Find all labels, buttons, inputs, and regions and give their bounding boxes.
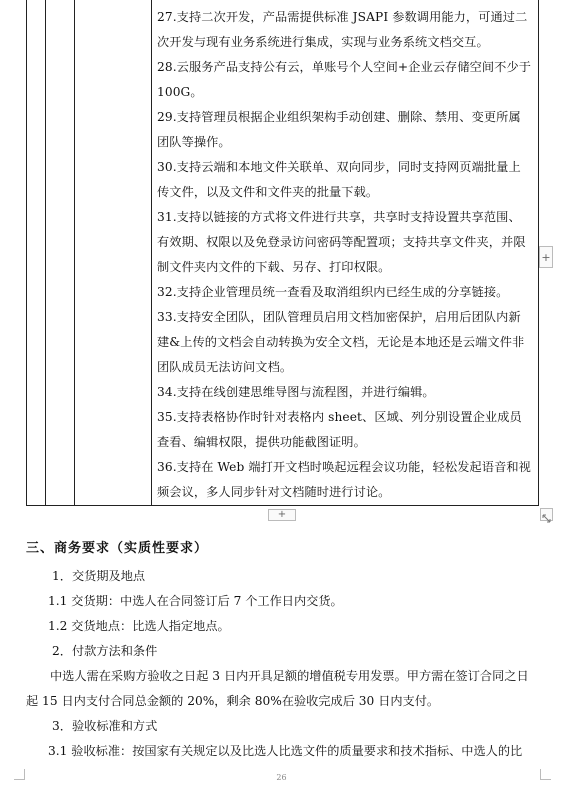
requirement-item: 35.支持表格协作时针对表格内 sheet、区域、列分别设置企业成员查看、编辑权限，提供功能截图证明。 <box>157 410 522 449</box>
add-row-button[interactable] <box>268 509 296 521</box>
paragraph: 3.1 验收标准：按国家有关规定以及比选人比选文件的质量要求和技术指标、中选人的比 <box>48 744 523 758</box>
table-column-divider <box>74 0 75 505</box>
page-number: 26 <box>276 773 287 782</box>
requirement-item: 30.支持云端和本地文件关联单、双向同步，同时支持网页端批量上传文件，以及文件和文件夹的批量下载。 <box>157 160 521 199</box>
plus-icon: + <box>277 509 287 520</box>
table-column-divider <box>45 0 46 505</box>
table-resize-handle[interactable] <box>540 508 553 521</box>
table-column-divider <box>151 0 152 505</box>
requirement-item: 29.支持管理员根据企业组织架构手动创建、删除、禁用、变更所属团队等操作。 <box>157 110 521 149</box>
requirement-item: 28.云服务产品支持公有云，单账号个人空间+企业云存储空间不少于100G。 <box>157 60 532 99</box>
add-column-button[interactable] <box>539 246 553 268</box>
requirement-item: 36.支持在 Web 端打开文档时唤起远程会议功能，轻松发起语音和视频会议，多人同步针对文档随时进行讨论。 <box>157 460 531 499</box>
requirement-item: 31.支持以链接的方式将文件进行共享，共享时支持设置共享范围、有效期、权限以及免登录访问密码等配置项；支持共享文件夹，并限制文件夹内文件的下载、另存、打印权限。 <box>157 210 526 274</box>
requirement-item: 34.支持在线创建思维导图与流程图，并进行编辑。 <box>157 385 435 399</box>
paragraph: 2．付款方法和条件 <box>52 644 158 658</box>
section-heading: 三、商务要求（实质性要求） <box>26 541 209 556</box>
paragraph: 3．验收标准和方式 <box>52 719 158 733</box>
requirement-item: 27.支持二次开发，产品需提供标准 JSAPI 参数调用能力，可通过二次开发与现有业务系统进行集成，实现与业务系统文档交互。 <box>157 10 528 49</box>
requirements-cell[interactable] <box>157 5 532 505</box>
resize-arrow-icon <box>541 513 552 524</box>
paragraph: 1.1 交货期：中选人在合同签订后 7 个工作日内交货。 <box>48 594 343 608</box>
business-requirements-section <box>26 536 540 764</box>
paragraph: 中选人需在采购方验收之日起 3 日内开具足额的增值税专用发票。甲方需在签订合同之日起 15 日内支付合同总金额的 20%，剩余 80%在验收完成后 30 日内支付。 <box>26 669 529 708</box>
requirements-table <box>26 0 539 506</box>
plus-icon: + <box>541 250 551 264</box>
requirement-item: 32.支持企业管理员统一查看及取消组织内已经生成的分享链接。 <box>157 285 509 299</box>
paragraph: 1．交货期及地点 <box>52 569 146 583</box>
requirement-item: 33.支持安全团队，团队管理员启用文档加密保护，启用后团队内新建&上传的文档会自动转换为安全文档，无论是本地还是云端文件非团队成员无法访问文档。 <box>157 310 525 374</box>
paragraph: 1.2 交货地点：比选人指定地点。 <box>48 619 230 633</box>
